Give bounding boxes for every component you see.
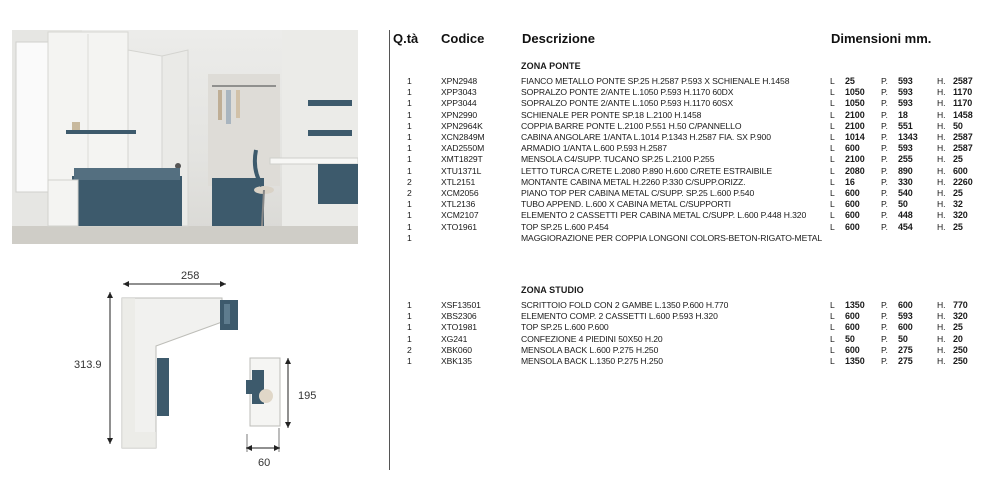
cell-p-key: P. bbox=[881, 311, 888, 322]
cell-p-key: P. bbox=[881, 154, 888, 165]
table-row bbox=[0, 221, 1000, 233]
cell-codice: XSF13501 bbox=[441, 300, 481, 310]
cell-h: 250 bbox=[953, 344, 968, 355]
cell-codice: XAD2550M bbox=[441, 143, 485, 154]
cell-h-key: H. bbox=[937, 154, 946, 165]
header-descrizione: Descrizione bbox=[522, 31, 595, 46]
cell-h: 1458 bbox=[953, 109, 973, 120]
cell-codice: XTU1371L bbox=[441, 165, 482, 176]
cell-l-key: L bbox=[830, 322, 835, 333]
cell-p-key: P. bbox=[881, 165, 888, 176]
cell-l-key: L bbox=[830, 188, 835, 198]
cell-l-key: L bbox=[830, 311, 835, 322]
cell-h: 1170 bbox=[953, 98, 973, 109]
header-dimensioni: Dimensioni mm. bbox=[831, 31, 932, 46]
table-row bbox=[0, 120, 1000, 132]
cell-l: 600 bbox=[845, 322, 860, 333]
cell-descrizione: CONFEZIONE 4 PIEDINI 50X50 H.20 bbox=[521, 333, 663, 344]
cell-h: 1170 bbox=[953, 87, 973, 98]
cell-l: 1350 bbox=[845, 300, 865, 310]
cell-p: 600 bbox=[898, 300, 913, 310]
cell-codice: XCM2056 bbox=[441, 188, 479, 198]
cell-h: 2587 bbox=[953, 132, 973, 142]
cell-h-key: H. bbox=[937, 311, 946, 322]
cell-p-key: P. bbox=[881, 87, 888, 98]
cell-p: 593 bbox=[898, 87, 913, 98]
cell-h-key: H. bbox=[937, 109, 946, 120]
cell-h: 320 bbox=[953, 210, 968, 221]
cell-qta: 2 bbox=[407, 344, 412, 355]
cell-qta: 1 bbox=[407, 333, 412, 344]
cell-p-key: P. bbox=[881, 109, 888, 120]
cell-h: 50 bbox=[953, 120, 963, 131]
cell-l: 2100 bbox=[845, 120, 865, 131]
cell-l-key: L bbox=[830, 109, 835, 120]
cell-p: 1343 bbox=[898, 132, 918, 142]
dimension-bottom: 60 bbox=[258, 457, 271, 469]
cell-codice: XCM2107 bbox=[441, 210, 479, 221]
cell-p: 275 bbox=[898, 344, 913, 355]
cell-qta: 1 bbox=[407, 356, 412, 366]
cell-qta: 1 bbox=[407, 199, 412, 210]
cell-l-key: L bbox=[830, 210, 835, 221]
cell-p: 448 bbox=[898, 210, 913, 221]
cell-qta: 1 bbox=[407, 120, 412, 131]
cell-qta: 1 bbox=[407, 154, 412, 165]
table-row bbox=[0, 86, 1000, 98]
table-row bbox=[0, 333, 1000, 345]
table-row bbox=[0, 97, 1000, 109]
cell-p: 593 bbox=[898, 143, 913, 154]
cell-l: 2080 bbox=[845, 165, 865, 176]
cell-descrizione: SOPRALZO PONTE 2/ANTE L.1050 P.593 H.1170 60DX bbox=[521, 87, 734, 98]
cell-p-key: P. bbox=[881, 132, 888, 142]
cell-h-key: H. bbox=[937, 210, 946, 221]
cell-h: 20 bbox=[953, 333, 963, 344]
table-row bbox=[0, 176, 1000, 188]
zone-title-studio: ZONA STUDIO bbox=[521, 285, 584, 295]
cell-l-key: L bbox=[830, 333, 835, 344]
cell-l: 1050 bbox=[845, 98, 865, 109]
zone-title-ponte: ZONA PONTE bbox=[521, 61, 581, 71]
cell-h: 320 bbox=[953, 311, 968, 322]
cell-descrizione: SCHIENALE PER PONTE SP.18 L.2100 H.1458 bbox=[521, 109, 702, 120]
cell-p: 50 bbox=[898, 333, 908, 344]
cell-l: 25 bbox=[845, 76, 855, 86]
table-row bbox=[0, 344, 1000, 356]
cell-qta: 1 bbox=[407, 210, 412, 221]
dimension-right: 195 bbox=[298, 390, 317, 402]
cell-h-key: H. bbox=[937, 98, 946, 109]
cell-p-key: P. bbox=[881, 322, 888, 333]
cell-l: 600 bbox=[845, 210, 860, 221]
cell-descrizione: MAGGIORAZIONE PER COPPIA LONGONI COLORS-BETON-RIGATO-METAL bbox=[521, 232, 823, 243]
cell-p: 540 bbox=[898, 188, 913, 198]
cell-l-key: L bbox=[830, 98, 835, 109]
cell-codice: XPN2990 bbox=[441, 109, 478, 120]
cell-descrizione: MONTANTE CABINA METAL H.2260 P.330 C/SUPP.ORIZZ. bbox=[521, 176, 746, 187]
cell-h-key: H. bbox=[937, 344, 946, 355]
cell-l-key: L bbox=[830, 221, 835, 232]
cell-h-key: H. bbox=[937, 333, 946, 344]
cell-l-key: L bbox=[830, 76, 835, 86]
cell-h-key: H. bbox=[937, 120, 946, 131]
cell-p-key: P. bbox=[881, 199, 888, 210]
cell-l: 600 bbox=[845, 143, 860, 154]
dimension-top: 258 bbox=[181, 270, 200, 282]
table-row bbox=[0, 198, 1000, 210]
cell-l-key: L bbox=[830, 344, 835, 355]
table-row bbox=[0, 187, 1000, 199]
cell-l: 600 bbox=[845, 311, 860, 322]
cell-h: 250 bbox=[953, 356, 968, 366]
floor-plan bbox=[60, 262, 360, 482]
cell-p-key: P. bbox=[881, 188, 888, 198]
cell-descrizione: MENSOLA C4/SUPP. TUCANO SP.25 L.2100 P.255 bbox=[521, 154, 715, 165]
cell-h: 770 bbox=[953, 300, 968, 310]
cell-codice: XTO1961 bbox=[441, 221, 477, 232]
cell-p-key: P. bbox=[881, 176, 888, 187]
cell-qta: 2 bbox=[407, 176, 412, 187]
cell-descrizione: PIANO TOP PER CABINA METAL C/SUPP. SP.25 L.600 P.540 bbox=[521, 188, 755, 198]
cell-l: 1014 bbox=[845, 132, 865, 142]
cell-p-key: P. bbox=[881, 344, 888, 355]
cell-h: 25 bbox=[953, 154, 963, 165]
cell-p: 330 bbox=[898, 176, 913, 187]
cell-descrizione: CABINA ANGOLARE 1/ANTA L.1014 P.1343 H.2587 FIA. SX P.900 bbox=[521, 132, 771, 142]
cell-h-key: H. bbox=[937, 221, 946, 232]
cell-descrizione: MENSOLA BACK L.600 P.275 H.250 bbox=[521, 344, 659, 355]
cell-codice: XPP3044 bbox=[441, 98, 477, 109]
cell-descrizione: ARMADIO 1/ANTA L.600 P.593 H.2587 bbox=[521, 143, 667, 154]
cell-p-key: P. bbox=[881, 333, 888, 344]
table-row bbox=[0, 131, 1000, 143]
cell-h-key: H. bbox=[937, 322, 946, 333]
cell-l: 600 bbox=[845, 221, 860, 232]
cell-p-key: P. bbox=[881, 300, 888, 310]
cell-h: 600 bbox=[953, 165, 968, 176]
cell-p-key: P. bbox=[881, 120, 888, 131]
cell-descrizione: LETTO TURCA C/RETE L.2080 P.890 H.600 C/RETE ESTRAIBILE bbox=[521, 165, 772, 176]
cell-p: 18 bbox=[898, 109, 908, 120]
cell-descrizione: TOP SP.25 L.600 P.600 bbox=[521, 322, 609, 333]
cell-codice: XPN2964K bbox=[441, 120, 483, 131]
cell-codice: XBS2306 bbox=[441, 311, 477, 322]
cell-l: 600 bbox=[845, 188, 860, 198]
table-row bbox=[0, 165, 1000, 177]
cell-l-key: L bbox=[830, 154, 835, 165]
cell-h: 25 bbox=[953, 188, 963, 198]
cell-h-key: H. bbox=[937, 87, 946, 98]
cell-qta: 1 bbox=[407, 322, 412, 333]
cell-l-key: L bbox=[830, 300, 835, 310]
cell-descrizione: TOP SP.25 L.600 P.454 bbox=[521, 221, 609, 232]
cell-l: 16 bbox=[845, 176, 855, 187]
cell-l: 2100 bbox=[845, 154, 865, 165]
cell-p: 890 bbox=[898, 165, 913, 176]
cell-h-key: H. bbox=[937, 356, 946, 366]
cell-descrizione: ELEMENTO COMP. 2 CASSETTI L.600 P.593 H.320 bbox=[521, 311, 718, 322]
cell-l: 1350 bbox=[845, 356, 865, 366]
cell-p-key: P. bbox=[881, 356, 888, 366]
cell-codice: XG241 bbox=[441, 333, 468, 344]
table-row bbox=[0, 142, 1000, 154]
cell-p-key: P. bbox=[881, 98, 888, 109]
cell-descrizione: FIANCO METALLO PONTE SP.25 H.2587 P.593 X SCHIENALE H.1458 bbox=[521, 76, 790, 86]
table-row bbox=[0, 310, 1000, 322]
cell-h: 32 bbox=[953, 199, 963, 210]
cell-l: 600 bbox=[845, 199, 860, 210]
table-row bbox=[0, 75, 1000, 87]
cell-p: 275 bbox=[898, 356, 913, 366]
cell-p: 593 bbox=[898, 311, 913, 322]
cell-l: 1050 bbox=[845, 87, 865, 98]
cell-h-key: H. bbox=[937, 188, 946, 198]
cell-p: 593 bbox=[898, 98, 913, 109]
cell-h-key: H. bbox=[937, 300, 946, 310]
cell-h: 2587 bbox=[953, 143, 973, 154]
table-row bbox=[0, 321, 1000, 333]
cell-descrizione: SCRITTOIO FOLD CON 2 GAMBE L.1350 P.600 H.770 bbox=[521, 300, 729, 310]
cell-l-key: L bbox=[830, 199, 835, 210]
cell-descrizione: ELEMENTO 2 CASSETTI PER CABINA METAL C/SUPP. L.600 P.448 H.320 bbox=[521, 210, 807, 221]
cell-h-key: H. bbox=[937, 143, 946, 154]
table-row bbox=[0, 355, 1000, 367]
cell-l-key: L bbox=[830, 120, 835, 131]
cell-l-key: L bbox=[830, 165, 835, 176]
cell-h: 2587 bbox=[953, 76, 973, 86]
cell-codice: XBK135 bbox=[441, 356, 472, 366]
cell-h: 25 bbox=[953, 322, 963, 333]
cell-codice: XBK060 bbox=[441, 344, 472, 355]
cell-p-key: P. bbox=[881, 76, 888, 86]
cell-h-key: H. bbox=[937, 132, 946, 142]
cell-qta: 1 bbox=[407, 109, 412, 120]
cell-p: 454 bbox=[898, 221, 913, 232]
cell-h-key: H. bbox=[937, 176, 946, 187]
cell-l: 50 bbox=[845, 333, 855, 344]
cell-l: 2100 bbox=[845, 109, 865, 120]
cell-descrizione: COPPIA BARRE PONTE L.2100 P.551 H.50 C/PANNELLO bbox=[521, 120, 742, 131]
cell-qta: 1 bbox=[407, 232, 412, 243]
table-row bbox=[0, 299, 1000, 311]
cell-qta: 1 bbox=[407, 76, 412, 86]
cell-qta: 2 bbox=[407, 188, 412, 198]
cell-h: 2260 bbox=[953, 176, 973, 187]
table-row bbox=[0, 209, 1000, 221]
cell-p: 50 bbox=[898, 199, 908, 210]
cell-descrizione: SOPRALZO PONTE 2/ANTE L.1050 P.593 H.1170 60SX bbox=[521, 98, 733, 109]
table-row bbox=[0, 109, 1000, 121]
cell-l: 600 bbox=[845, 344, 860, 355]
cell-p-key: P. bbox=[881, 221, 888, 232]
floor-plan-drawing bbox=[60, 262, 360, 482]
header-qta: Q.tà bbox=[393, 31, 419, 46]
cell-qta: 1 bbox=[407, 143, 412, 154]
cell-qta: 1 bbox=[407, 87, 412, 98]
cell-p: 255 bbox=[898, 154, 913, 165]
cell-codice: XMT1829T bbox=[441, 154, 483, 165]
cell-qta: 1 bbox=[407, 300, 412, 310]
table-row bbox=[0, 153, 1000, 165]
cell-p-key: P. bbox=[881, 210, 888, 221]
cell-descrizione: TUBO APPEND. L.600 X CABINA METAL C/SUPPORTI bbox=[521, 199, 731, 210]
cell-l-key: L bbox=[830, 176, 835, 187]
header-codice: Codice bbox=[441, 31, 485, 46]
cell-l-key: L bbox=[830, 132, 835, 142]
cell-h-key: H. bbox=[937, 165, 946, 176]
cell-p: 593 bbox=[898, 76, 913, 86]
cell-p: 551 bbox=[898, 120, 913, 131]
cell-qta: 1 bbox=[407, 132, 412, 142]
cell-codice: XTL2136 bbox=[441, 199, 476, 210]
cell-qta: 1 bbox=[407, 221, 412, 232]
cell-p-key: P. bbox=[881, 143, 888, 154]
cell-h-key: H. bbox=[937, 76, 946, 86]
cell-h-key: H. bbox=[937, 199, 946, 210]
cell-l-key: L bbox=[830, 143, 835, 154]
cell-qta: 1 bbox=[407, 98, 412, 109]
cell-codice: XTO1981 bbox=[441, 322, 477, 333]
cell-descrizione: MENSOLA BACK L.1350 P.275 H.250 bbox=[521, 356, 663, 366]
cell-qta: 1 bbox=[407, 311, 412, 322]
cell-l-key: L bbox=[830, 87, 835, 98]
dimension-left: 313.9 bbox=[74, 359, 102, 371]
cell-codice: XPP3043 bbox=[441, 87, 477, 98]
cell-codice: XTL2151 bbox=[441, 176, 476, 187]
cell-l-key: L bbox=[830, 356, 835, 366]
cell-h: 25 bbox=[953, 221, 963, 232]
cell-codice: XCN2849M bbox=[441, 132, 485, 142]
cell-qta: 1 bbox=[407, 165, 412, 176]
table-row bbox=[0, 232, 1000, 244]
cell-codice: XPN2948 bbox=[441, 76, 478, 86]
cell-p: 600 bbox=[898, 322, 913, 333]
